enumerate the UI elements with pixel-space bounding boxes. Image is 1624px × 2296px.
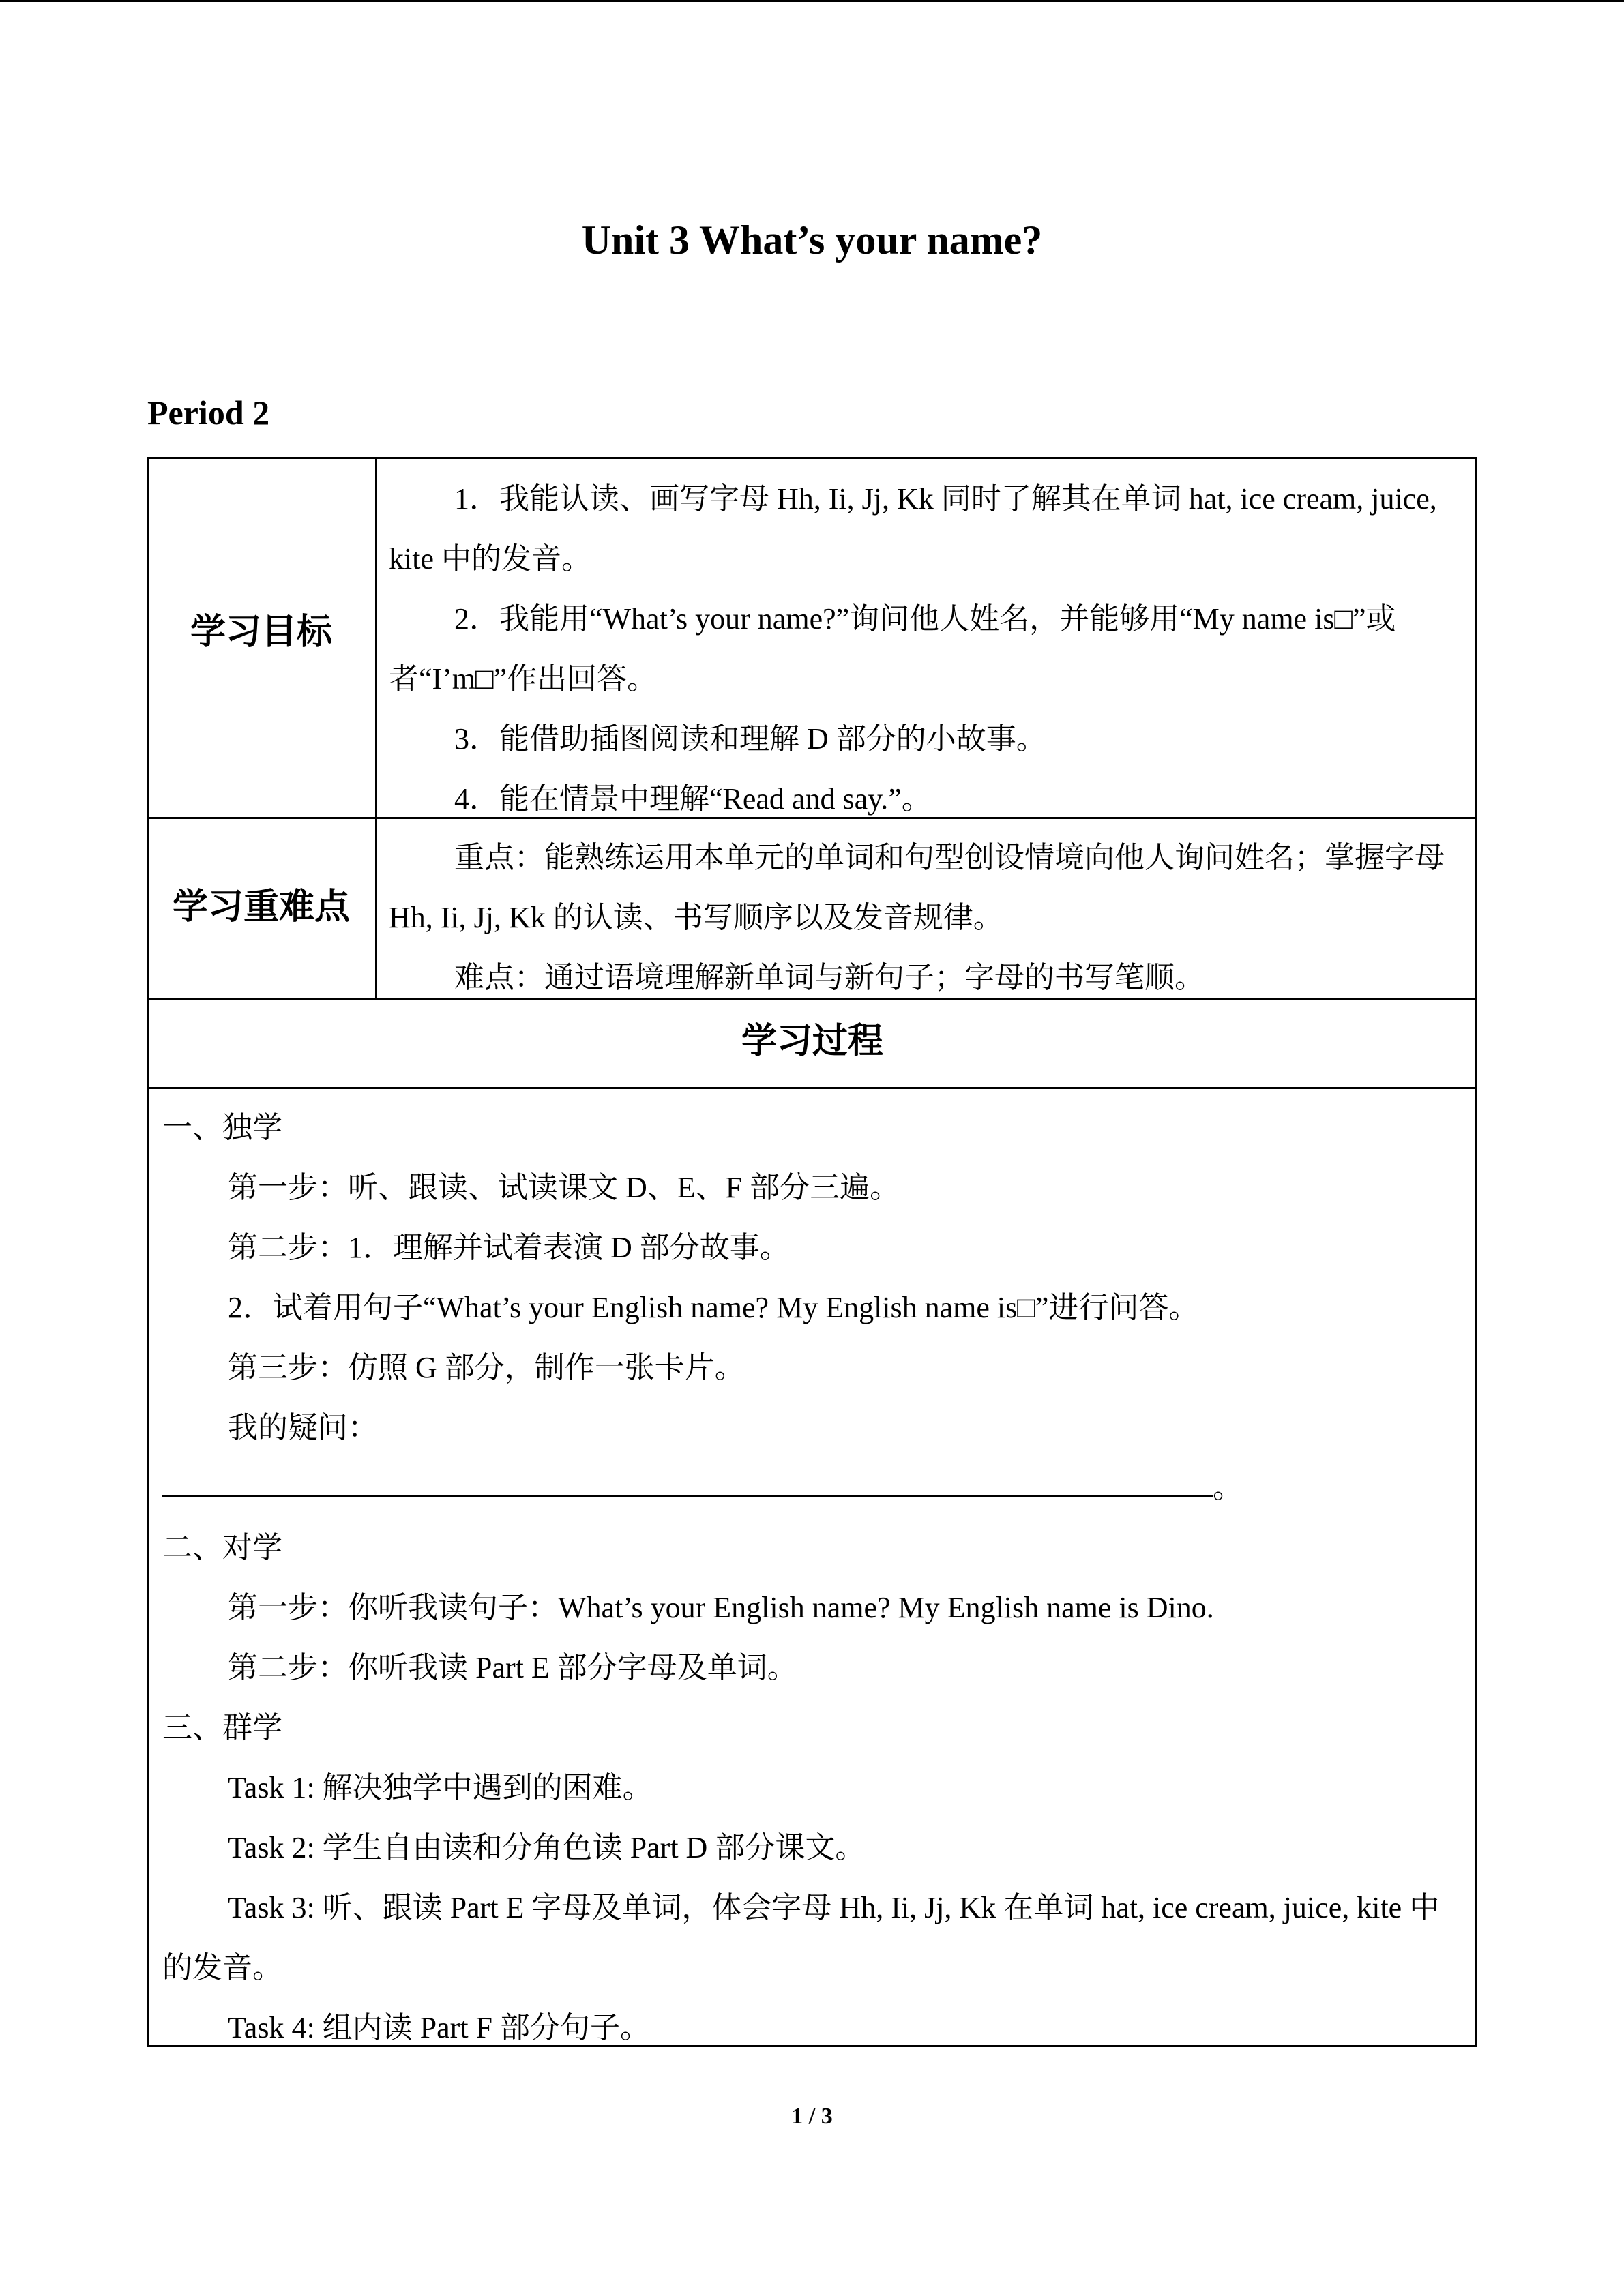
table-border-right	[1475, 457, 1477, 2047]
step-line: 第二步：你听我读 Part E 部分字母及单词。	[228, 1651, 797, 1684]
keypoint-item: 重点：能熟练运用本单元的单词和句型创设情境向他人询问姓名；掌握字母 Hh, Ii, Jj, Kk 的认读、书写顺序以及发音规律。	[389, 841, 1445, 934]
blank-end-mark: 。	[1213, 1471, 1243, 1504]
lesson-table	[147, 457, 1477, 2047]
goal-item: 4．能在情景中理解“Read and say.”。	[454, 782, 932, 816]
table-border-left	[147, 457, 149, 2047]
task-line: Task 1: 解决独学中遇到的困难。	[228, 1771, 653, 1804]
process-heading: 学习过程	[741, 1021, 883, 1062]
table-row-divider-3	[147, 1087, 1477, 1089]
task-line: Task 2: 学生自由读和分角色读 Part D 部分课文。	[228, 1831, 866, 1864]
document-title: Unit 3 What’s your name?	[581, 218, 1043, 263]
page-number: 1 / 3	[791, 2104, 833, 2129]
goals-label: 学习目标	[190, 612, 332, 653]
section-title-self-study: 一、独学	[162, 1111, 282, 1144]
keypoints-content	[389, 828, 1465, 1008]
keypoints-label: 学习重难点	[172, 886, 350, 927]
table-border-top	[147, 457, 1477, 459]
goals-content	[389, 469, 1465, 829]
process-body	[162, 1098, 1465, 2058]
step-line: 第一步：你听我读句子：What’s your English name? My English name is Dino.	[228, 1591, 1214, 1624]
table-column-divider	[375, 457, 377, 1000]
goal-item: 1．我能认读、画写字母 Hh, Ii, Jj, Kk 同时了解其在单词 hat, ice cream, juice, kite 中的发音。	[389, 482, 1437, 576]
my-question-label: 我的疑问：	[228, 1411, 378, 1444]
section-title-pair-study: 二、对学	[162, 1531, 282, 1564]
goal-item: 3．能借助插图阅读和理解 D 部分的小故事。	[454, 722, 1046, 756]
question-blank-row	[162, 1458, 1465, 1518]
goal-item: 2．我能用“What’s your name?”询问他人姓名，并能够用“My name is□”或者“I’m□”作出回答。	[389, 602, 1396, 696]
top-border-line	[0, 0, 1624, 2]
step-line: 2．试着用句子“What’s your English name? My English name is□”进行问答。	[228, 1291, 1199, 1324]
keypoint-item: 难点：通过语境理解新单词与新句子；字母的书写笔顺。	[454, 961, 1205, 994]
task-line: Task 3: 听、跟读 Part E 字母及单词，体会字母 Hh, Ii, Jj, Kk 在单词 hat, ice cream, juice, kite 中的发音。	[162, 1891, 1440, 1984]
step-line: 第一步：听、跟读、试读课文 D、E、F 部分三遍。	[228, 1171, 900, 1204]
step-line: 第二步：1．理解并试着表演 D 部分故事。	[228, 1231, 790, 1264]
task-line: Task 4: 组内读 Part F 部分句子。	[228, 2011, 651, 2044]
question-blank-line[interactable]	[162, 1461, 1213, 1497]
period-label: Period 2	[147, 393, 270, 432]
step-line: 第三步：仿照 G 部分，制作一张卡片。	[228, 1351, 745, 1384]
section-title-group-study: 三、群学	[162, 1711, 282, 1744]
